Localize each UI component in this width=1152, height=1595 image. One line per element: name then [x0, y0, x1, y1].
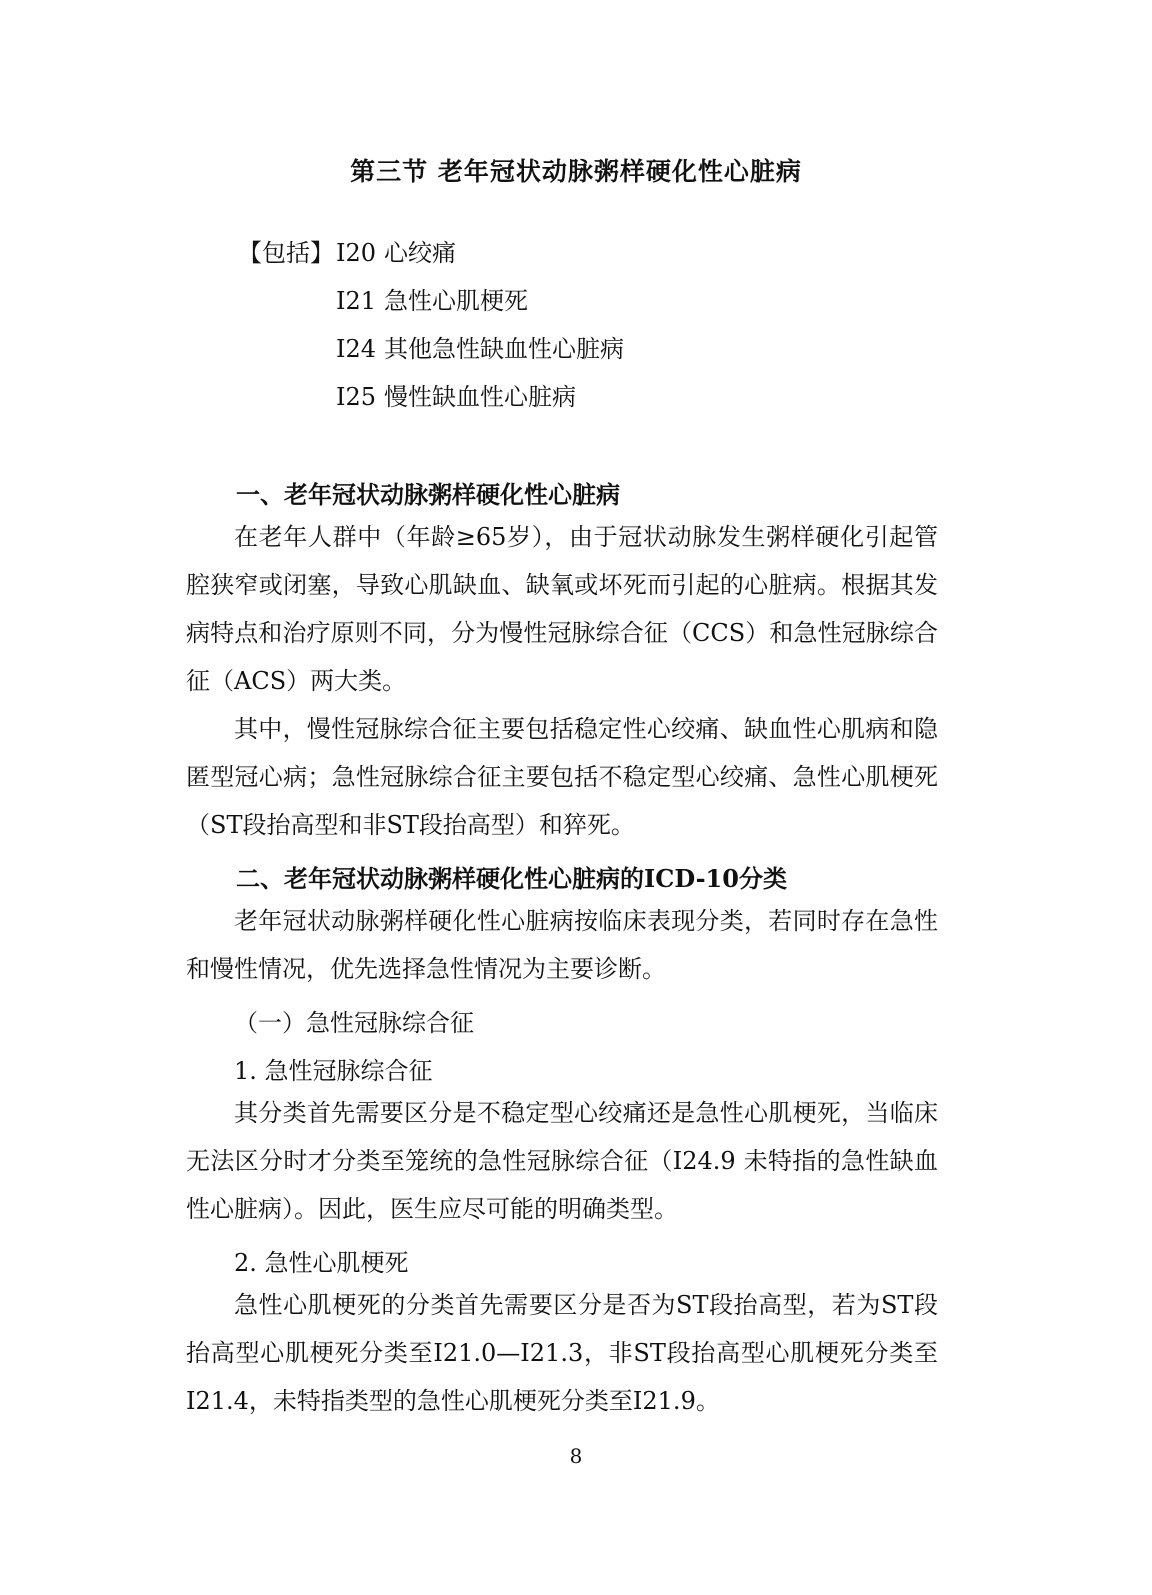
- paragraph: 急性心肌梗死的分类首先需要区分是否为ST段抬高型，若为ST段抬高型心肌梗死分类至I21.0—I21.3，非ST段抬高型心肌梗死分类至I21.4，未特指类型的急性心肌梗死分类至I21.9。: [186, 1291, 938, 1415]
- include-row: [238, 233, 456, 268]
- include-row: [238, 329, 624, 364]
- section-heading-2: 二、老年冠状动脉粥样硬化性心脏病的ICD-10分类: [236, 864, 787, 893]
- include-name: 其他急性缺血性心脏病: [384, 335, 624, 363]
- include-row: [238, 377, 576, 412]
- paragraph: 在老年人群中（年龄≥65岁），由于冠状动脉发生粥样硬化引起管腔狭窄或闭塞，导致心肌缺血、缺氧或坏死而引起的心脏病。根据其发病特点和治疗原则不同，分为慢性冠脉综合征（CCS）和急性冠脉综合征（ACS）两大类。: [186, 523, 938, 695]
- paragraph: 老年冠状动脉粥样硬化性心脏病按临床表现分类，若同时存在急性和慢性情况，优先选择急性情况为主要诊断。: [186, 907, 938, 983]
- section-heading-1: 一、老年冠状动脉粥样硬化性心脏病: [236, 480, 620, 509]
- include-code: I21: [336, 287, 377, 315]
- item-heading: 2. 急性心肌梗死: [234, 1249, 409, 1277]
- include-code: I25: [336, 383, 377, 411]
- page-number: 8: [569, 1444, 583, 1468]
- include-code: I20: [336, 239, 377, 267]
- paragraph: 其分类首先需要区分是不稳定型心绞痛还是急性心肌梗死，当临床无法区分时才分类至笼统的急性冠脉综合征（I24.9 未特指的急性缺血性心脏病）。因此，医生应尽可能的明确类型。: [186, 1099, 938, 1223]
- include-code: I24: [336, 335, 377, 363]
- include-name: 慢性缺血性心脏病: [384, 383, 576, 411]
- include-name: 心绞痛: [384, 239, 456, 267]
- item-heading: 1. 急性冠脉综合征: [234, 1057, 433, 1085]
- include-name: 急性心肌梗死: [384, 287, 528, 315]
- section-title: 第三节 老年冠状动脉粥样硬化性心脏病: [350, 157, 802, 186]
- subsection-heading: （一）急性冠脉综合征: [234, 1009, 474, 1037]
- include-row: [238, 281, 528, 316]
- paragraph: 其中，慢性冠脉综合征主要包括稳定性心绞痛、缺血性心肌病和隐匿型冠心病；急性冠脉综合征主要包括不稳定型心绞痛、急性心肌梗死（ST段抬高型和非ST段抬高型）和猝死。: [186, 715, 938, 839]
- include-label: 【包括】: [238, 239, 334, 267]
